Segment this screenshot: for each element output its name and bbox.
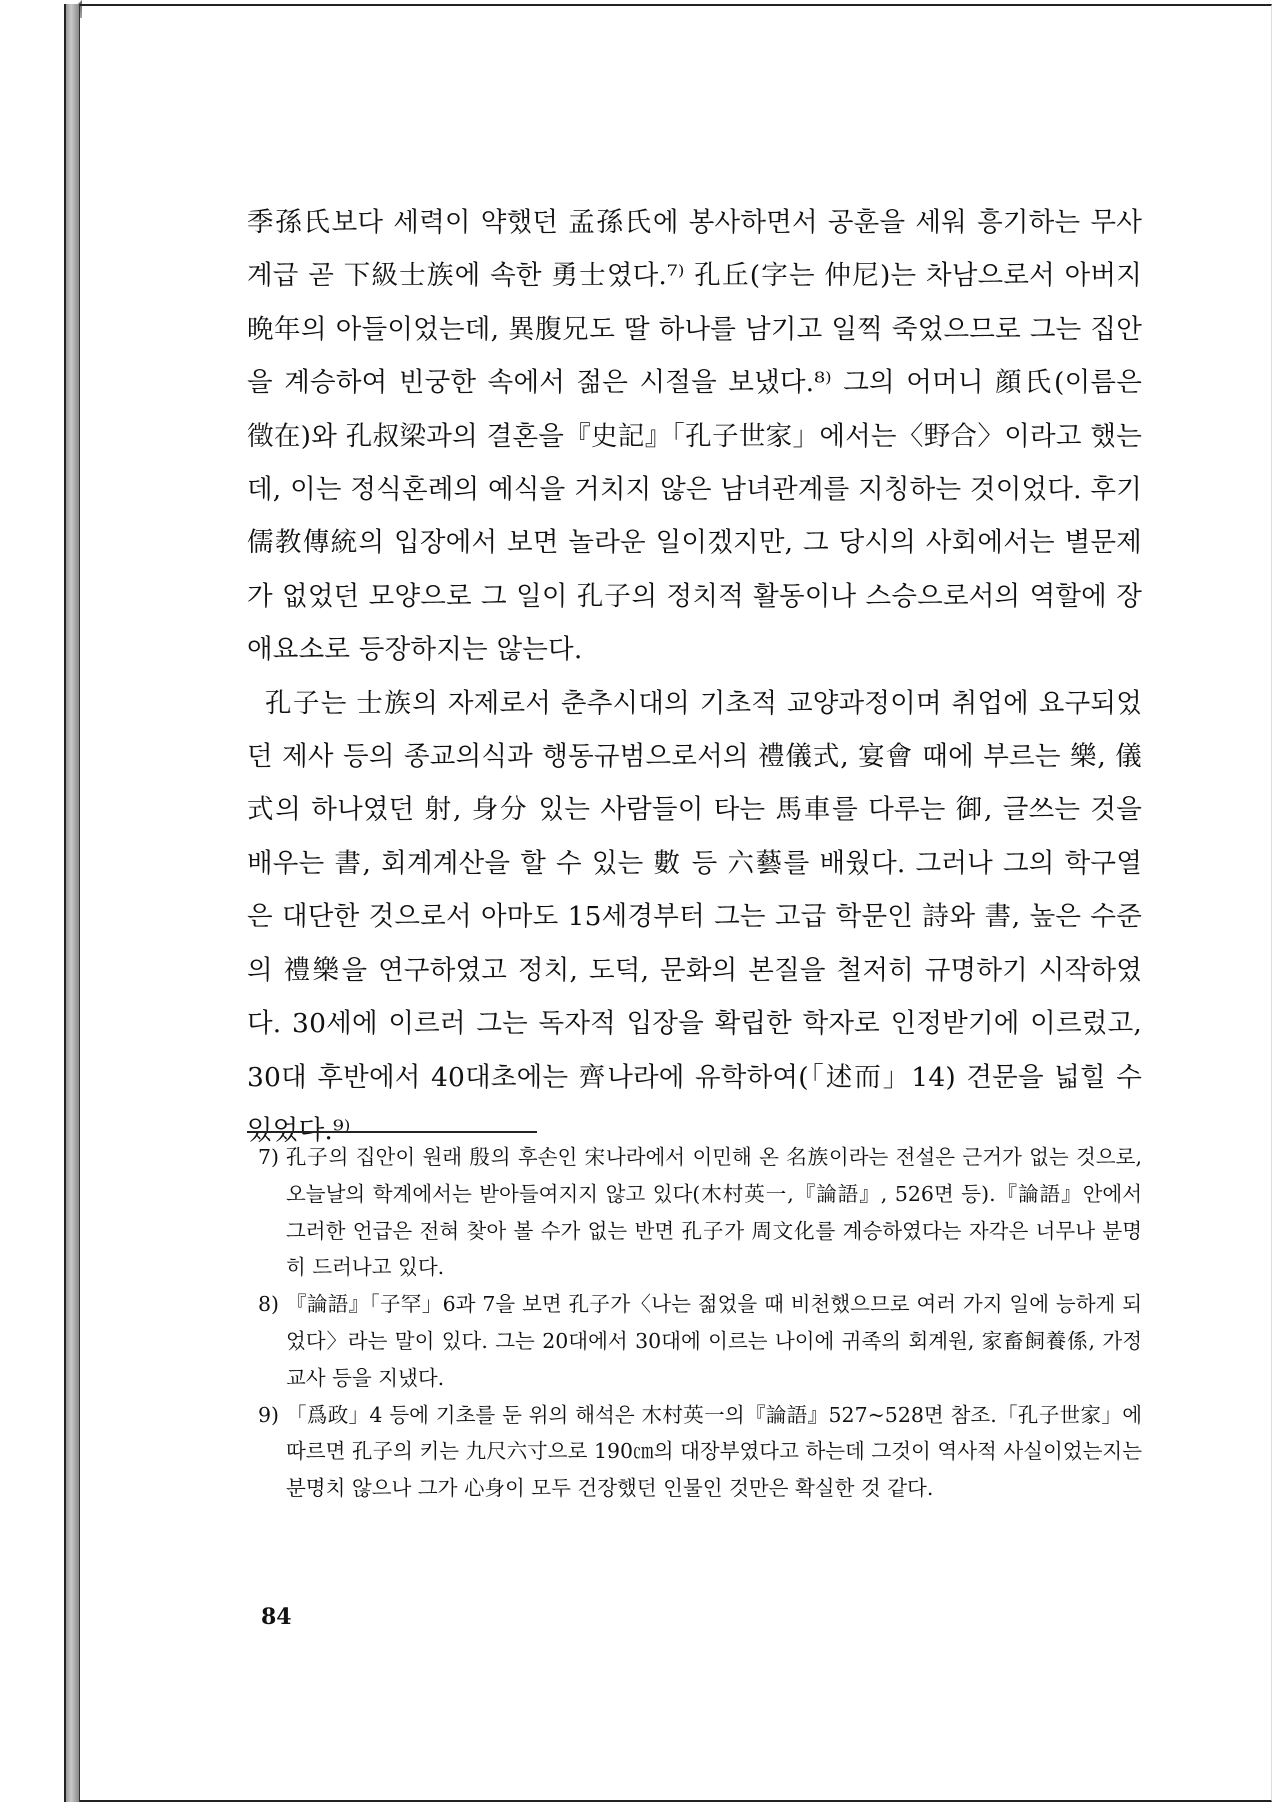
body-paragraph-1: 季孫氏보다 세력이 약했던 孟孫氏에 봉사하면서 공훈을 세워 흥기하는 무사 계급 곧 下級士族에 속한 勇士였다.⁷⁾ 孔丘(字는 仲尼)는 차남으로서 아버지 晩年의 아들이었는데, 異腹兄도 딸 하나를 남기고 일찍 죽었으므로 그는 집안을 계승하여 빈궁한 속에서 젊은 시절을 보냈다.⁸⁾ 그의 어머니 顔氏(이름은 徵在)와 孔叔梁과의 결혼을『史記』「孔子世家」에서는〈野合〉이라고 했는데, 이는 정식혼례의 예식을 거치지 않은 남녀관계를 지칭하는 것이었다. 후기 儒教傳統의 입장에서 보면 놀라운 일이겠지만, 그 당시의 사회에서는 별문제가 없었던 모양으로 그 일이 孔子의 정치적 활동이나 스승으로서의 역할에 장애요소로 등장하지는 않는다. [247,207,1142,666]
footnote-number: 9) [258,1402,280,1427]
body-paragraph-2: 孔子는 士族의 자제로서 춘추시대의 기초적 교양과정이며 취업에 요구되었던 제사 등의 종교의식과 행동규범으로서의 禮儀式, 宴會 때에 부르는 樂, 儀式의 하나였던 射, 身分 있는 사람들이 타는 馬車를 다루는 御, 글쓰는 것을 배우는 書, 회계계산을 할 수 있는 數 등 六藝를 배웠다. 그러나 그의 학구열은 대단한 것으로서 아마도 15세경부터 그는 고급 학문인 詩와 書, 높은 수준의 禮樂을 연구하였고 정치, 도덕, 문화의 본질을 철저히 규명하기 시작하였다. 30세에 이르러 그는 독자적 입장을 확립한 학자로 인정받기에 이르렀고, 30대 후반에서 40대초에는 齊나라에 유학하여(「述而」14) 견문을 넓힐 수 있었다.⁹⁾ [247,687,1142,1146]
footnote-text: 孔子의 집안이 원래 殷의 후손인 宋나라에서 이민해 온 名族이라는 전설은 근거가 없는 것으로, 오늘날의 학계에서는 받아들여지지 않고 있다(木村英一,『論語』, 526면 등).『論語』안에서 그러한 언급은 전혀 찾아 볼 수가 없는 반면 孔子가 周文化를 계승하였다는 자각은 너무나 분명히 드러나고 있다. [286,1145,1142,1280]
footnote-8 [258,1286,1142,1396]
footnote-divider [247,1131,537,1133]
footnote-text: 「爲政」4 등에 기초를 둔 위의 해석은 木村英一의『論語』527~528면 참조.「孔子世家」에 따르면 孔子의 키는 九尺六寸으로 190㎝의 대장부였다고 하는데 그것이 역사적 사실이었는지는 분명치 않으나 그가 心身이 모두 건장했던 인물인 것만은 확실한 것 같다. [286,1402,1142,1501]
main-text [247,196,1142,1157]
footnote-7 [258,1139,1142,1286]
footnote-9 [258,1397,1142,1507]
page-number: 84 [261,1604,292,1630]
footnote-text: 『論語』「子罕」6과 7을 보면 孔子가〈나는 젊었을 때 비천했으므로 여러 가지 일에 능하게 되었다〉라는 말이 있다. 그는 20대에서 30대에 이르는 나이에 귀족의 회계원, 家畜飼養係, 가정교사 등을 지냈다. [286,1292,1142,1390]
footnote-number: 8) [258,1292,280,1317]
footnote-number: 7) [258,1145,280,1169]
page-spine-edge [64,4,80,1802]
footnotes-section [258,1139,1142,1507]
